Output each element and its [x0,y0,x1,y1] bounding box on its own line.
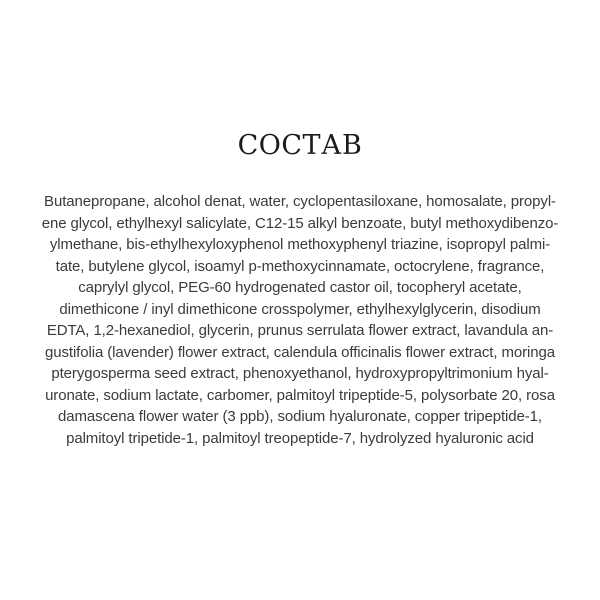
ingredients-line: Butanepropane, alcohol denat, water, cyclopentasiloxane, homosalate, propyl- [44,193,556,210]
ingredients-line: uronate, sodium lactate, carbomer, palmitoyl tripeptide-5, polysorbate 20, rosa [45,386,555,404]
ingredients-line: dimethicone / inyl dimethicone crosspolymer, ethylhexylglycerin, disodium [59,300,541,318]
ingredients-line: EDTA, 1,2-hexanediol, glycerin, prunus serrulata flower extract, lavandula an- [46,322,554,339]
ingredients-line: ylmethane, bis-ethylhexyloxyphenol methoxyphenyl triazine, isopropyl palmi- [49,236,551,253]
ingredients-line: gustifolia (lavender) flower extract, calendula officinalis flower extract, moringa [45,343,555,361]
ingredients-line: palmitoyl tripetide-1, palmitoyl treopeptide-7, hydrolyzed hyaluronic acid [66,429,534,447]
ingredients-text [28,191,572,449]
ingredients-line: ene glycol, ethylhexyl salicylate, C12-15 alkyl benzoate, butyl methoxydibenzo- [41,214,559,232]
ingredients-line: tate, butylene glycol, isoamyl p-methoxycinnamate, octocrylene, fragrance, [55,257,545,275]
ingredients-line: pterygosperma seed extract, phenoxyethanol, hydroxypropyltrimonium hyal- [51,365,549,382]
ingredients-line: caprylyl glycol, PEG-60 hydrogenated castor oil, tocopheryl acetate, [78,279,522,296]
page-title: СОСТАВ [237,130,363,161]
ingredients-line: damascena flower water (3 ppb), sodium hyaluronate, copper tripeptide-1, [58,408,542,425]
